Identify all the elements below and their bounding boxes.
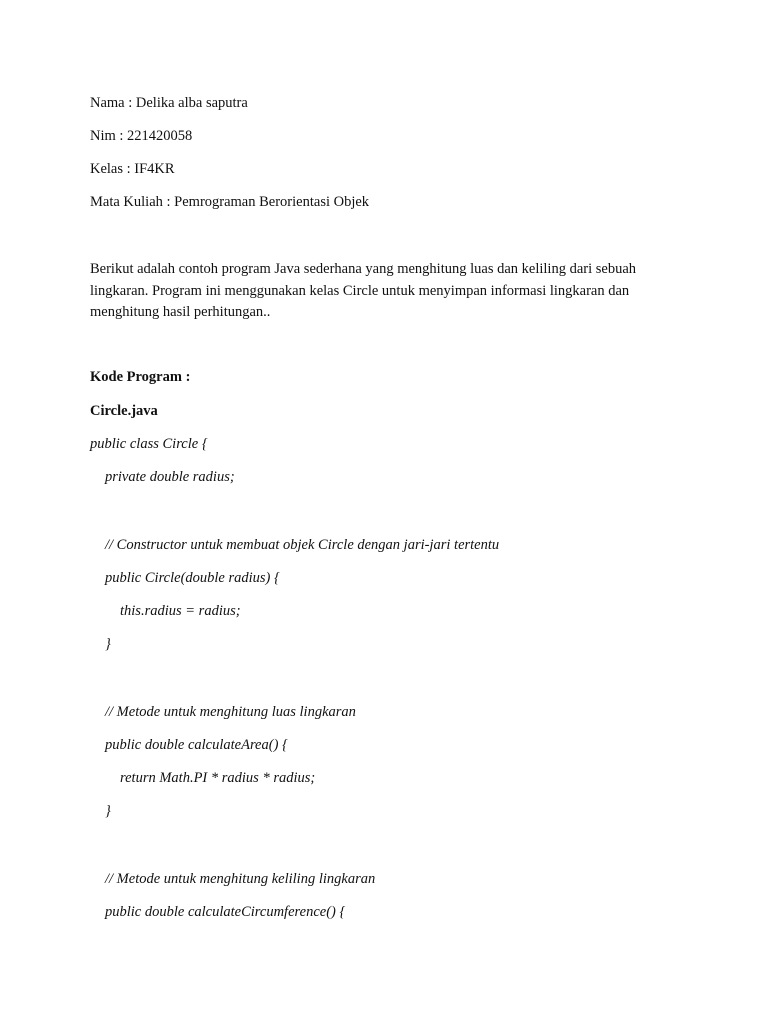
code-comment: // Constructor untuk membuat objek Circle dengan jari-jari tertentu — [105, 537, 500, 553]
code-line: } — [105, 803, 111, 819]
code-line: public double calculateArea() { — [105, 737, 288, 753]
code-line: public double calculateCircumference() { — [105, 904, 346, 920]
file-name: Circle.java — [90, 403, 158, 419]
code-line: public Circle(double radius) { — [105, 570, 280, 586]
code-line: private double radius; — [105, 469, 235, 485]
student-class: Kelas : IF4KR — [90, 161, 175, 177]
section-heading: Kode Program : — [90, 369, 191, 385]
code-line: return Math.PI * radius * radius; — [120, 770, 316, 786]
intro-paragraph: Berikut adalah contoh program Java sederhana yang menghitung luas dan keliling dari sebuah lingkaran. Program ini menggunakan kelas Circle untuk menyimpan informasi lingkaran dan menghitung hasil perhitungan.. — [90, 261, 637, 320]
code-line: public class Circle { — [90, 436, 208, 452]
course-name: Mata Kuliah : Pemrograman Berorientasi Objek — [90, 194, 370, 210]
code-line: } — [105, 636, 111, 652]
student-nim: Nim : 221420058 — [90, 128, 193, 144]
student-name: Nama : Delika alba saputra — [90, 95, 248, 111]
code-comment: // Metode untuk menghitung luas lingkaran — [105, 704, 356, 720]
code-comment: // Metode untuk menghitung keliling lingkaran — [105, 871, 376, 887]
code-line: this.radius = radius; — [120, 603, 241, 619]
